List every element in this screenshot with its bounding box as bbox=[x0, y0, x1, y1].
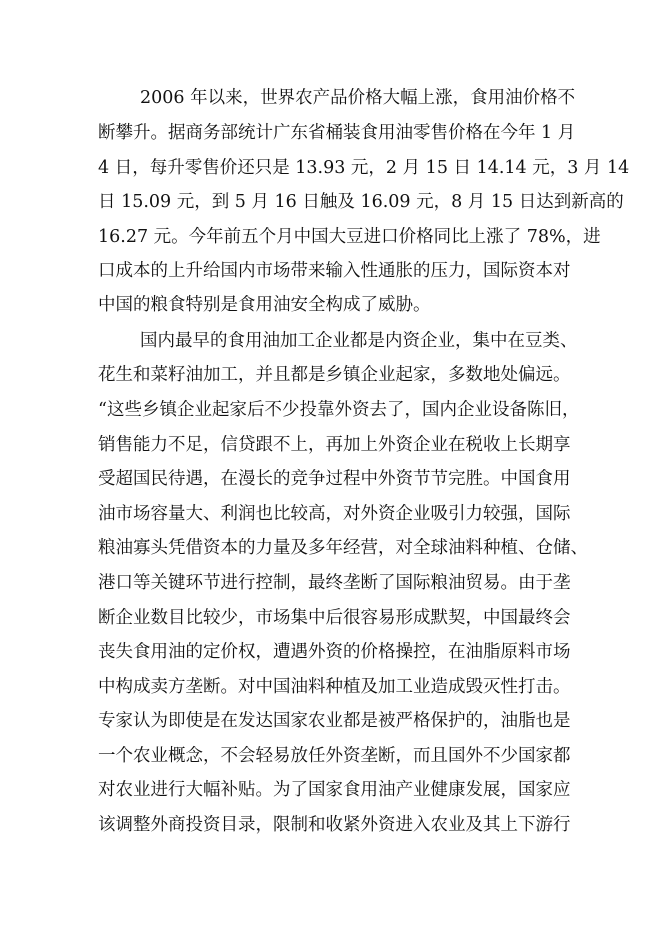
paragraph-2-line-9: 断企业数目比较少，市场集中后很容易形成默契，中国最终会 bbox=[98, 608, 571, 628]
paragraph-1-line-6: 口成本的上升给国内市场带来输入性通胀的压力，国际资本对 bbox=[98, 261, 571, 281]
paragraph-1-line-2: 断攀升。据商务部统计广东省桶装食用油零售价格在今年 1 月 bbox=[98, 123, 576, 143]
paragraph-2-line-5: 受超国民待遇，在漫长的竞争过程中外资节节完胜。中国食用 bbox=[98, 469, 571, 489]
paragraph-2-line-11: 中构成卖方垄断。对中国油料种植及加工业造成毁灭性打击。 bbox=[98, 677, 571, 697]
paragraph-2-line-13: 一个农业概念，不会轻易放任外资垄断，而且国外不少国家都 bbox=[98, 746, 571, 766]
paragraph-2-line-2: 花生和菜籽油加工，并且都是乡镇企业起家，多数地处偏远。 bbox=[98, 365, 571, 385]
paragraph-2-line-10: 丧失食用油的定价权，遭遇外资的价格操控，在油脂原料市场 bbox=[98, 642, 571, 662]
paragraph-2-line-6: 油市场容量大、利润也比较高，对外资企业吸引力较强，国际 bbox=[98, 504, 571, 524]
paragraph-2-line-14: 对农业进行大幅补贴。为了国家食用油产业健康发展，国家应 bbox=[98, 780, 571, 800]
paragraph-1-line-4: 日 15.09 元，到 5 月 16 日触及 16.09 元，8 月 15 日达到新高的 bbox=[98, 192, 624, 212]
paragraph-1-line-7: 中国的粮食特别是食用油安全构成了威胁。 bbox=[98, 295, 431, 315]
paragraph-2-line-4: 销售能力不足，信贷跟不上，再加上外资企业在税收上长期享 bbox=[98, 435, 571, 455]
paragraph-2-line-8: 港口等关键环节进行控制，最终垄断了国际粮油贸易。由于垄 bbox=[98, 573, 571, 593]
paragraph-2-line-7: 粮油寡头凭借资本的力量及多年经营，对全球油料种植、仓储、 bbox=[98, 538, 588, 558]
paragraph-2-line-1: 国内最早的食用油加工企业都是内资企业，集中在豆类、 bbox=[140, 331, 578, 351]
paragraph-1-line-3: 4 日，每升零售价还只是 13.93 元，2 月 15 日 14.14 元，3 月 14 bbox=[98, 158, 630, 178]
paragraph-2-line-3: “这些乡镇企业起家后不少投靠外资去了，国内企业设备陈旧， bbox=[98, 400, 580, 420]
paragraph-1-line-1: 2006 年以来，世界农产品价格大幅上涨，食用油价格不 bbox=[140, 88, 576, 108]
paragraph-1-line-5: 16.27 元。今年前五个月中国大豆进口价格同比上涨了 78%，进 bbox=[98, 227, 601, 247]
paragraph-2-line-15: 该调整外商投资目录，限制和收紧外资进入农业及其上下游行 bbox=[98, 815, 571, 835]
paragraph-2-line-12: 专家认为即使是在发达国家农业都是被严格保护的，油脂也是 bbox=[98, 711, 571, 731]
